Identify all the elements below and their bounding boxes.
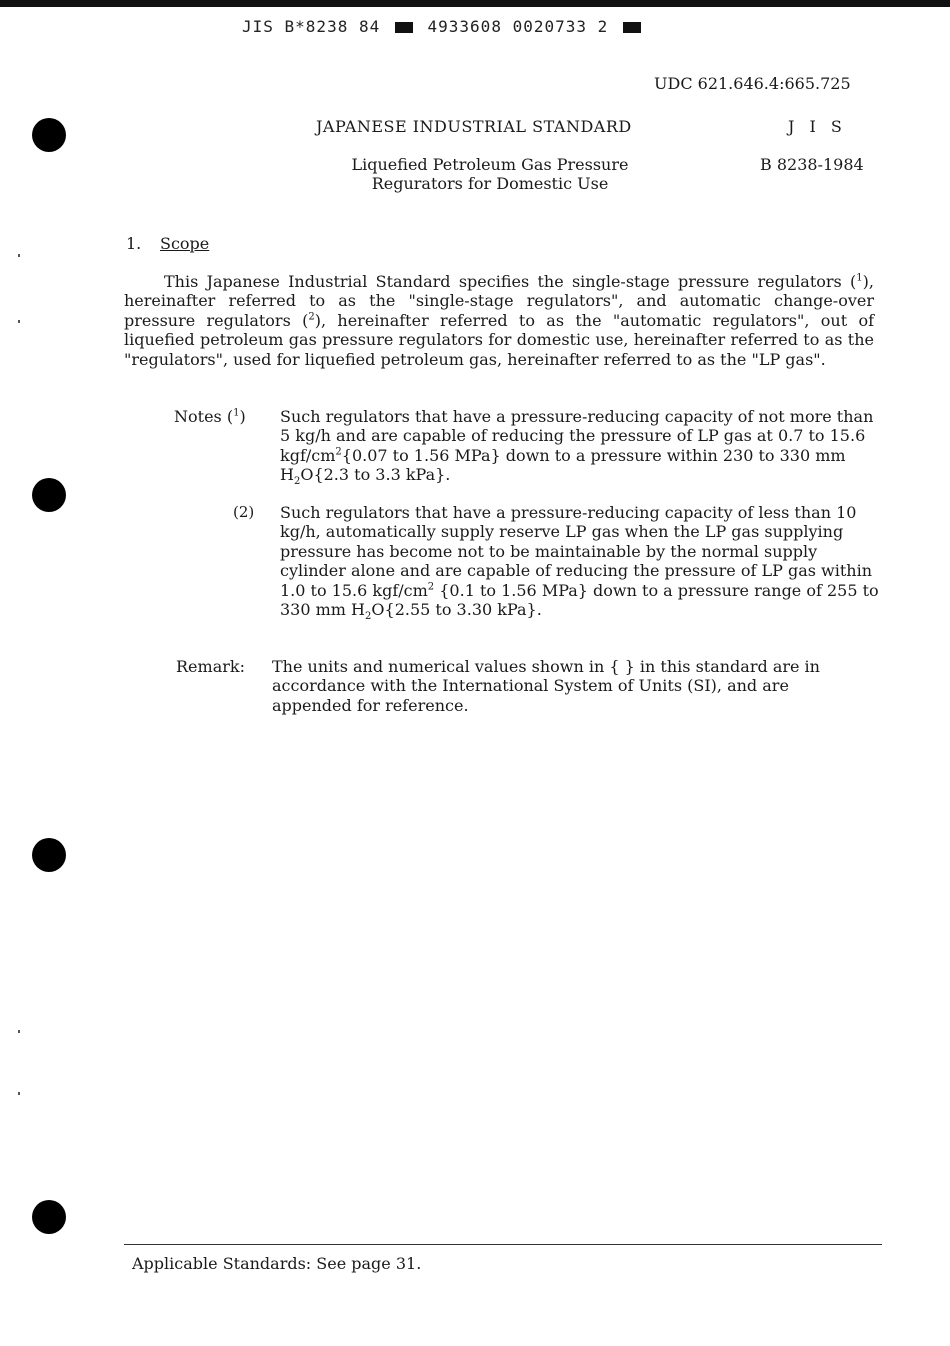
remark-label: Remark: [176, 657, 245, 676]
subscript: 2 [293, 476, 301, 488]
scan-speck [18, 1030, 20, 1033]
udc-code: UDC 621.646.4:665.725 [654, 74, 851, 93]
header-code-left: JIS B*8238 84 [242, 17, 381, 36]
scope-paragraph [124, 272, 874, 369]
binder-hole [32, 838, 66, 872]
note-2-text-2: {0.1 to 1.56 MPa} down to a pressure range of 255 to 330 mm H [280, 580, 879, 620]
note-2-text-3: O{2.55 to 3.30 kPa}. [371, 600, 542, 620]
footer-divider [124, 1244, 882, 1245]
note-2-mark: (2) [233, 503, 255, 521]
binder-hole [32, 478, 66, 512]
redaction-block [395, 22, 413, 33]
note-2-text-1: Such regulators that have a pressure-reducing capacity of less than 10 kg/h, automatically supply reserve LP gas when the LP gas supplying pressure has become not to be maintainable by the normal supply cylinder alone and are capable of reducing the pressure of LP gas within 1.0 to 15.6 kgf/cm [280, 503, 872, 600]
superscript: 2 [427, 581, 435, 593]
note-2 [280, 503, 880, 623]
subscript: 2 [365, 611, 372, 623]
note-1 [280, 407, 880, 488]
note-1-text-1: Such regulators that have a pressure-reducing capacity of not more than 5 kg/h and are capable of reducing the pressure of LP gas at 0.7 to 15.6 kgf/cm [280, 407, 874, 465]
scan-speck [18, 254, 20, 257]
notes-label-prefix: Notes ( [174, 407, 234, 426]
standard-title: JAPANESE INDUSTRIAL STANDARD [316, 117, 632, 136]
document-title-line2: Regurators for Domestic Use [371, 174, 609, 193]
note-1-text-2: {0.07 to 1.56 MPa} down to a pressure within 230 to 330 mm H [280, 445, 846, 485]
superscript: 2 [335, 446, 342, 458]
footnote-ref: 1 [856, 272, 863, 284]
scan-speck [18, 1092, 20, 1095]
scope-text-1: This Japanese Industrial Standard specifies the single-stage pressure regulators ( [164, 272, 857, 291]
document-title [310, 155, 670, 193]
footnote-ref: 2 [308, 311, 315, 323]
scan-speck [18, 320, 20, 323]
applicable-standards: Applicable Standards: See page 31. [132, 1254, 422, 1273]
redaction-block [623, 22, 641, 33]
binder-hole [32, 1200, 66, 1234]
scope-text-3: ), hereinafter referred to as the "automatic regulators", out of liquefied petroleum gas pressure regulators for domestic use, hereinafter referred to as the "regulators", used for liquefied petroleum gas, hereinafter referred to as the "LP gas". [124, 310, 875, 369]
section-number: 1. [126, 234, 142, 253]
jis-mark: J I S [788, 117, 847, 136]
binder-hole [32, 118, 66, 152]
notes-label [174, 407, 246, 426]
header-code [242, 17, 645, 36]
remark-text: The units and numerical values shown in { } in this standard are in accordance with the International System of Units (SI), and are appended for reference. [272, 657, 820, 715]
section-title: Scope [160, 234, 210, 253]
notes-label-suffix: ) [239, 407, 246, 426]
document-title-line1: Liquefied Petroleum Gas Pressure [351, 155, 629, 174]
scope-text-2: ), hereinafter referred to as the "single-stage regulators", and automatic change-over pressure regulators ( [124, 272, 874, 330]
top-border [0, 0, 950, 7]
standard-number: B 8238-1984 [760, 155, 864, 174]
footnote-ref: 1 [233, 407, 240, 419]
header-code-middle: 4933608 0020733 2 [427, 17, 609, 36]
note-1-text-3: O{2.3 to 3.3 kPa}. [300, 465, 451, 485]
